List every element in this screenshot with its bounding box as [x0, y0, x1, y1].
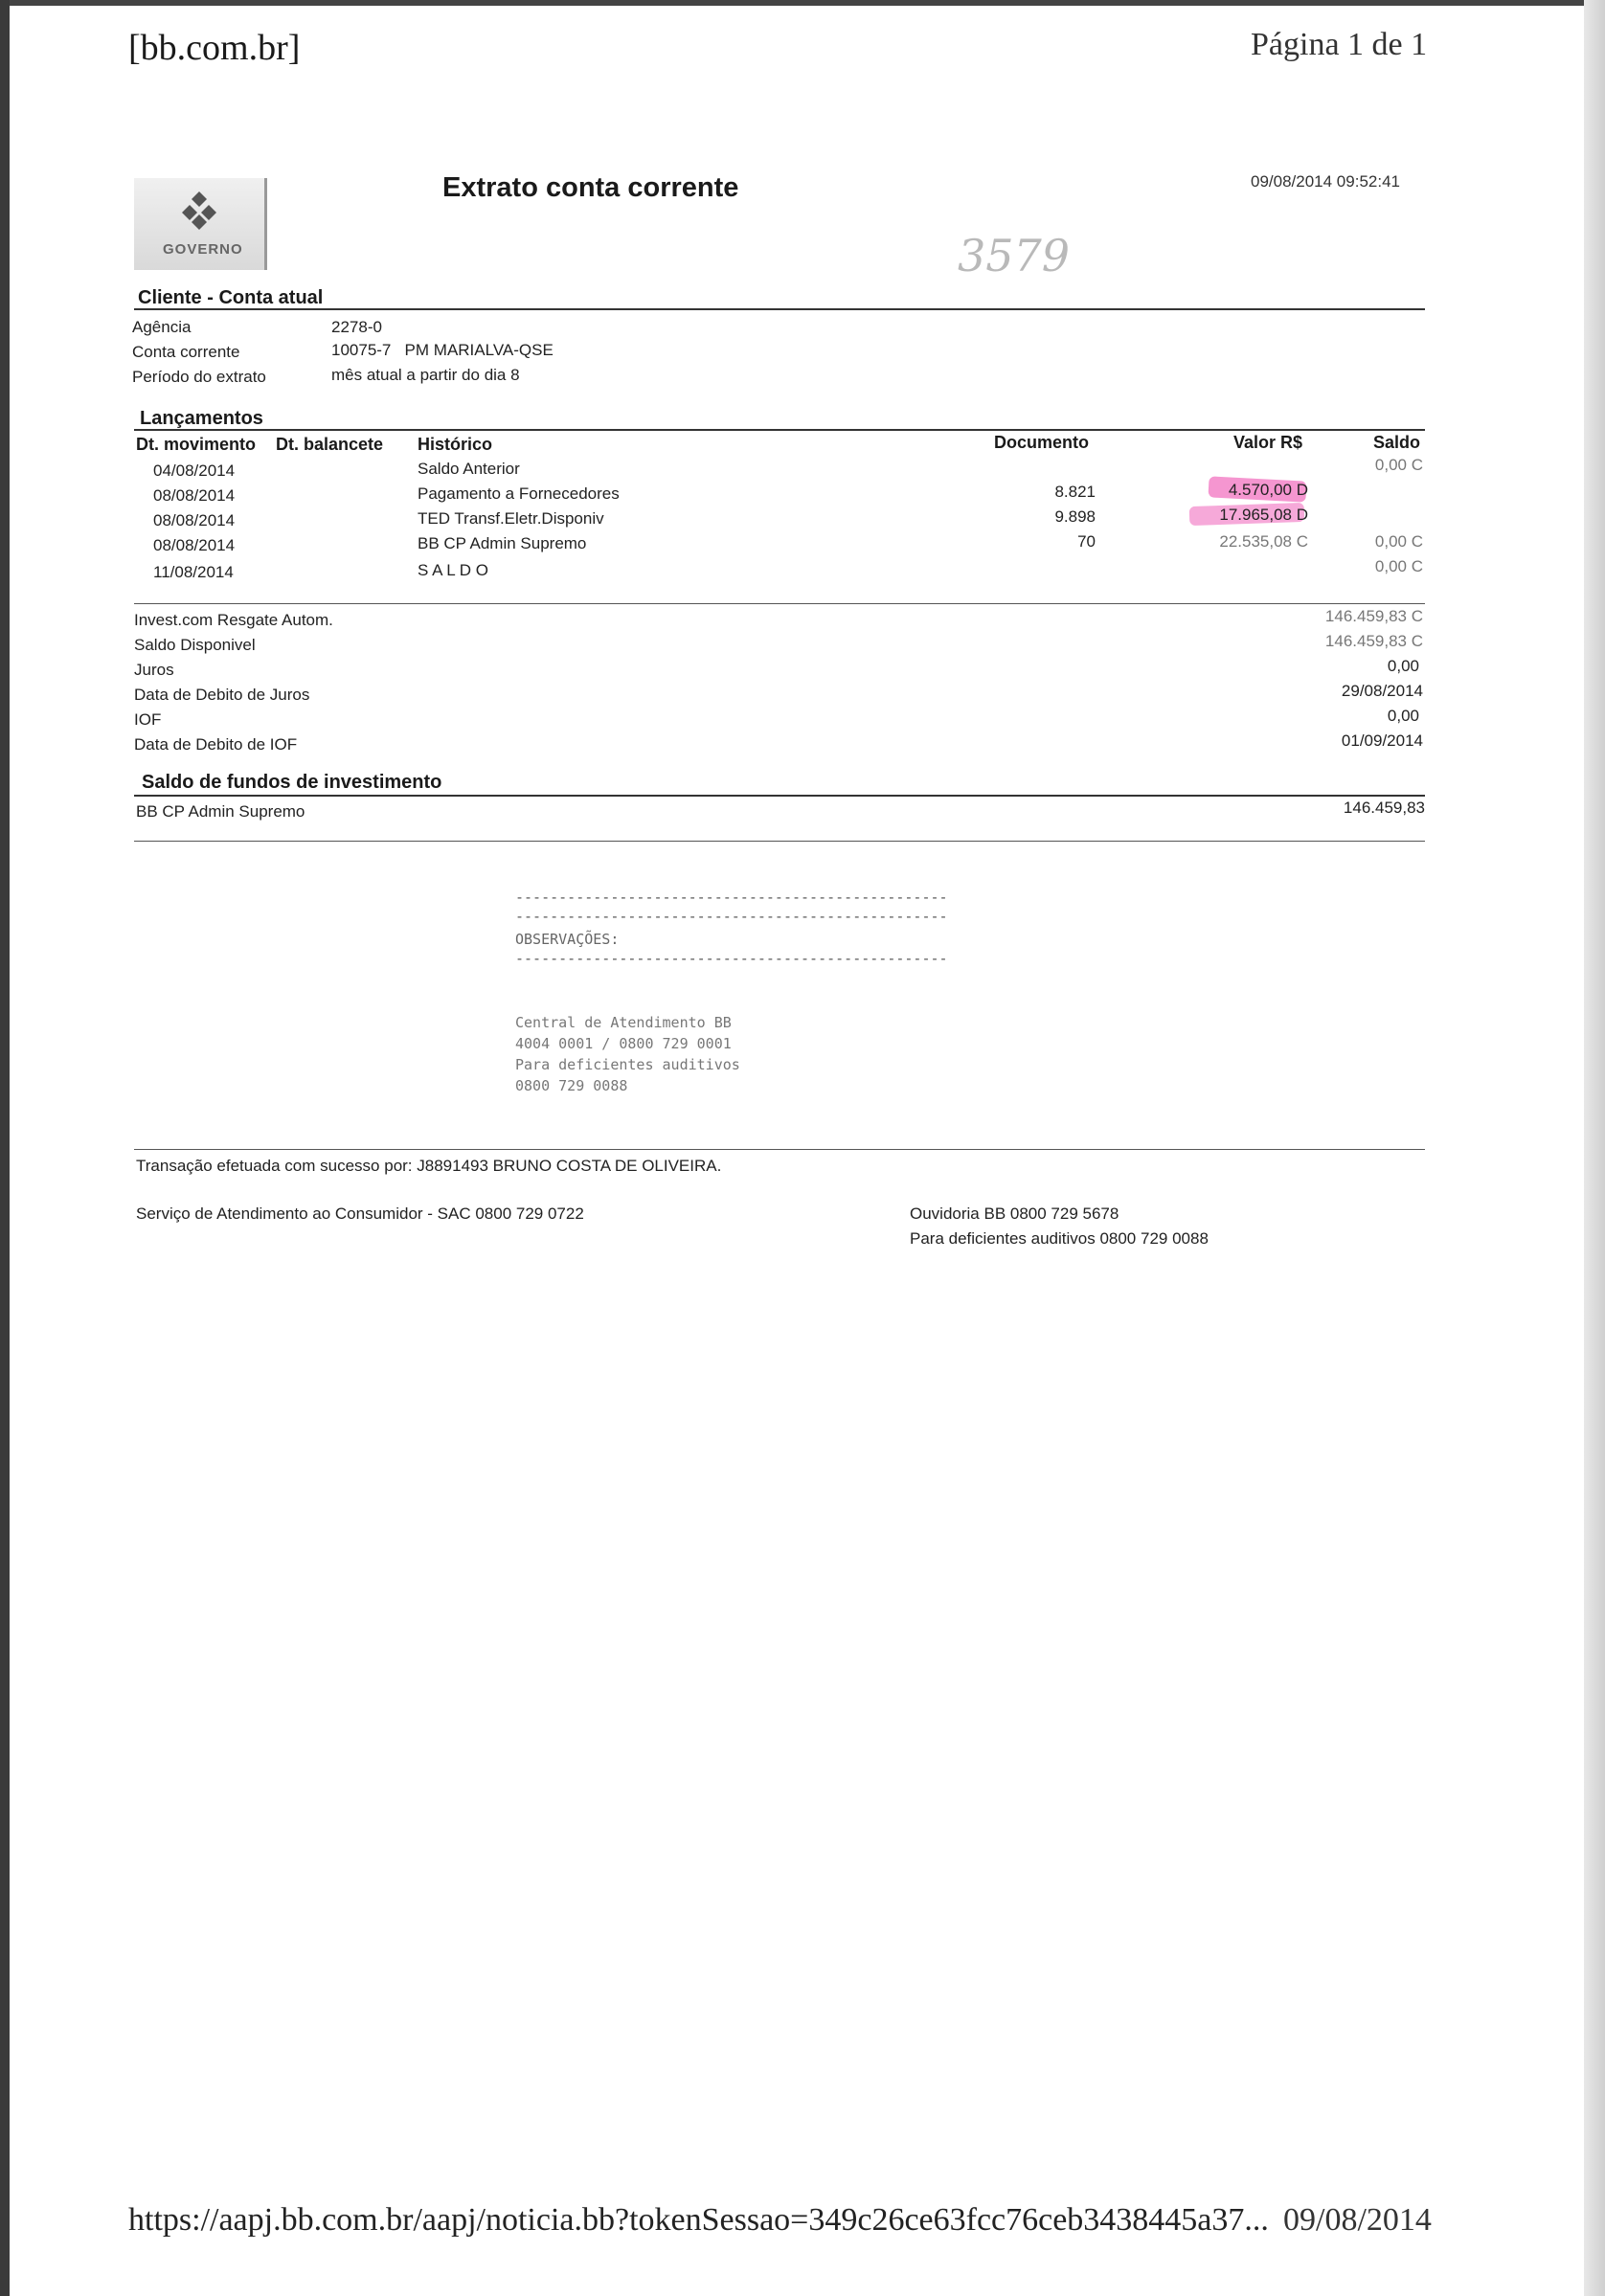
row-valor: 17.965,08 D	[1219, 506, 1308, 524]
row-date: 08/08/2014	[153, 536, 236, 554]
transaction-text: Transação efetuada com sucesso por: J8891493 BRUNO COSTA DE OLIVEIRA.	[136, 1157, 722, 1175]
row-date: 08/08/2014	[153, 486, 236, 505]
summary-value: 0,00	[1387, 657, 1419, 675]
field-label: Conta corrente	[132, 343, 240, 361]
conta-value: 10075-7 PM MARIALVA-QSE	[331, 341, 554, 359]
deficientes-text: Para deficientes auditivos 0800 729 0088	[910, 1229, 1209, 1248]
scan-border-top	[0, 0, 1605, 6]
sac-text: Serviço de Atendimento ao Consumidor - SAC 0800 729 0722	[136, 1204, 584, 1223]
summary-label: IOF	[134, 710, 162, 729]
summary-label: Saldo Disponivel	[134, 636, 256, 654]
dashed-line: --------------------------------------------------	[515, 889, 948, 906]
central-line: Para deficientes auditivos	[515, 1056, 740, 1073]
dashed-line: --------------------------------------------------	[515, 950, 948, 967]
scan-border-right	[1584, 0, 1605, 2296]
row-date: 11/08/2014	[153, 563, 234, 581]
col-header-documento: Documento	[994, 433, 1089, 452]
fundo-value: 146.459,83	[1343, 799, 1425, 817]
summary-label: Data de Debito de IOF	[134, 735, 298, 754]
row-date: 08/08/2014	[153, 511, 236, 529]
field-label: Agência	[132, 318, 192, 336]
central-line: 4004 0001 / 0800 729 0001	[515, 1035, 732, 1052]
field-label: Período do extrato	[132, 368, 266, 386]
row-historico: Pagamento a Fornecedores	[418, 484, 620, 503]
summary-value: 29/08/2014	[1341, 682, 1423, 700]
governo-logo	[134, 178, 267, 270]
ouvidoria-text: Ouvidoria BB 0800 729 5678	[910, 1204, 1119, 1223]
summary-value: 0,00	[1387, 707, 1419, 725]
summary-value: 146.459,83 C	[1324, 607, 1423, 625]
scan-border-left	[0, 0, 10, 2296]
print-date: 09/08/2014	[1283, 2202, 1432, 2238]
row-documento: 9.898	[1054, 507, 1096, 526]
page-title: Extrato conta corrente	[442, 172, 739, 203]
central-line: 0800 729 0088	[515, 1077, 628, 1094]
divider	[134, 795, 1425, 797]
client-section-title: Cliente - Conta atual	[138, 287, 324, 308]
site-label: [bb.com.br]	[128, 28, 301, 68]
row-documento: 70	[1077, 532, 1096, 551]
timestamp: 09/08/2014 09:52:41	[1251, 172, 1400, 191]
summary-label: Juros	[134, 661, 174, 679]
summary-value: 146.459,83 C	[1324, 632, 1423, 650]
col-header-valor: Valor R$	[1233, 433, 1303, 452]
summary-label: Invest.com Resgate Autom.	[134, 611, 333, 629]
col-header-saldo: Saldo	[1373, 433, 1421, 452]
row-historico: Saldo Anterior	[418, 460, 520, 478]
col-header-dt-movimento: Dt. movimento	[136, 435, 257, 454]
row-saldo: 0,00 C	[1374, 456, 1423, 474]
row-valor: 4.570,00 D	[1228, 481, 1308, 499]
fundo-label: BB CP Admin Supremo	[136, 802, 305, 821]
divider	[134, 603, 1425, 604]
col-header-dt-balancete: Dt. balancete	[276, 435, 384, 454]
bb-logo-icon	[178, 190, 220, 232]
page-indicator: Página 1 de 1	[1251, 27, 1428, 62]
row-documento: 8.821	[1054, 483, 1096, 501]
row-historico: BB CP Admin Supremo	[418, 534, 587, 552]
summary-value: 01/09/2014	[1341, 732, 1423, 750]
periodo-value: mês atual a partir do dia 8	[331, 366, 520, 384]
divider	[134, 308, 1425, 310]
fundos-section-title: Saldo de fundos de investimento	[142, 772, 442, 793]
row-valor: 22.535,08 C	[1219, 532, 1308, 551]
lancamentos-section-title: Lançamentos	[140, 408, 263, 429]
divider	[134, 841, 1425, 842]
divider	[134, 429, 1425, 431]
summary-label: Data de Debito de Juros	[134, 686, 310, 704]
handwritten-note: 3579	[958, 230, 1071, 281]
row-historico: TED Transf.Eletr.Disponiv	[418, 509, 604, 528]
logo-text: GOVERNO	[163, 241, 243, 258]
col-header-historico: Histórico	[418, 435, 493, 454]
agencia-value: 2278-0	[331, 318, 382, 336]
page-url: https://aapj.bb.com.br/aapj/noticia.bb?tokenSessao=349c26ce63fcc76ceb3438445a37...	[128, 2202, 1269, 2238]
central-line: Central de Atendimento BB	[515, 1014, 732, 1031]
row-date: 04/08/2014	[153, 461, 236, 480]
row-saldo: 0,00 C	[1374, 532, 1423, 551]
observacoes-label: OBSERVAÇÕES:	[515, 931, 620, 948]
dashed-line: --------------------------------------------------	[515, 908, 948, 925]
divider	[134, 1149, 1425, 1150]
row-saldo: 0,00 C	[1374, 557, 1423, 575]
row-historico: S A L D O	[418, 561, 489, 579]
